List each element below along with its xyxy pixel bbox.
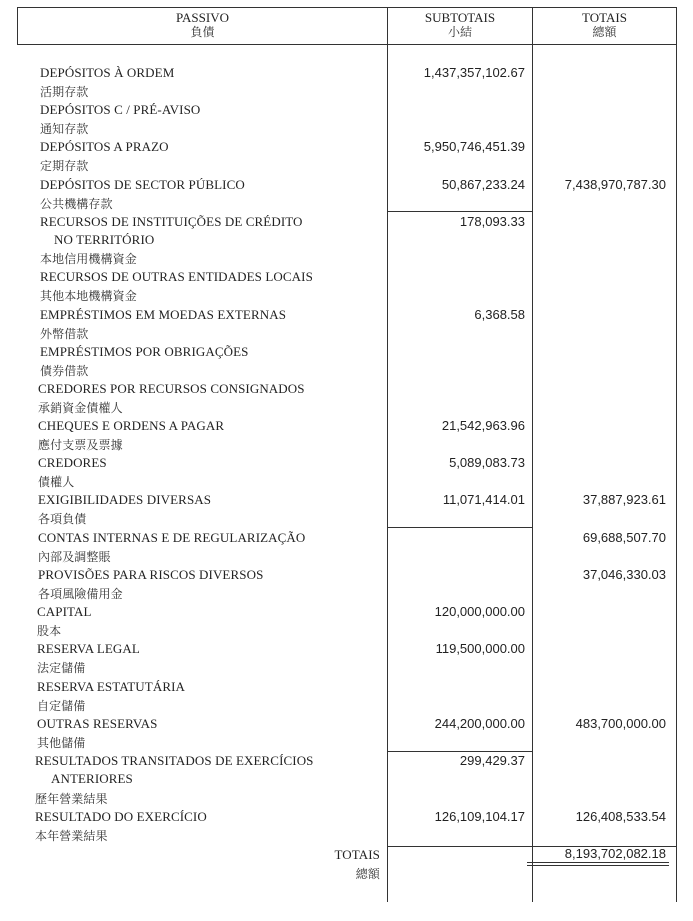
row-label-zh: 內部及調整賬 [38, 550, 111, 564]
row-label-zh: 本地信用機構資金 [40, 252, 137, 266]
row-label-zh: 通知存款 [40, 122, 89, 136]
group-separator-1 [387, 211, 532, 212]
row-label-zh: 各項風險備用金 [38, 587, 123, 601]
row-label: RESERVA ESTATUTÁRIA [37, 679, 186, 694]
header-subtotais [388, 10, 532, 40]
row-subtotal: 5,089,083.73 [449, 455, 525, 470]
row-label: RECURSOS DE INSTITUIÇÕES DE CRÉDITO [40, 214, 303, 229]
row-label: CAPITAL [37, 604, 92, 619]
row-label-zh: 本年營業結果 [35, 829, 108, 843]
group-separator-3 [387, 751, 532, 752]
row-label-zh: 活期存款 [40, 85, 89, 99]
row-subtotal: 244,200,000.00 [434, 716, 525, 731]
row-subtotal: 50,867,233.24 [441, 177, 525, 192]
row-label: EMPRÉSTIMOS POR OBRIGAÇÕES [40, 344, 249, 359]
row-total: 483,700,000.00 [575, 716, 666, 731]
row-subtotal: 119,500,000.00 [435, 641, 525, 656]
row-label-zh: 債券借款 [40, 364, 89, 378]
header-subtotais-zh: 小結 [447, 25, 472, 39]
header-totais [533, 10, 676, 40]
row-label: RESERVA LEGAL [37, 641, 140, 656]
row-label-zh: 自定儲備 [37, 699, 86, 713]
row-label: CREDORES [38, 455, 107, 470]
row-label-continued: ANTERIORES [51, 771, 133, 786]
row-label-continued: NO TERRITÓRIO [54, 232, 155, 247]
table-top-border [17, 7, 676, 8]
row-label: DEPÓSITOS C / PRÉ-AVISO [40, 102, 201, 117]
row-label: RESULTADOS TRANSITADOS DE EXERCÍCIOS [35, 753, 314, 768]
row-subtotal: 21,542,963.96 [441, 418, 525, 433]
row-label: RECURSOS DE OUTRAS ENTIDADES LOCAIS [40, 269, 313, 284]
row-label-zh: 定期存款 [40, 159, 89, 173]
row-label-zh: 外幣借款 [40, 327, 89, 341]
row-label: DEPÓSITOS DE SECTOR PÚBLICO [40, 177, 245, 192]
row-label: CREDORES POR RECURSOS CONSIGNADOS [38, 381, 305, 396]
row-total: 37,046,330.03 [582, 567, 666, 582]
row-label-zh: 應付支票及票據 [38, 438, 123, 452]
row-label-zh: 其他儲備 [37, 736, 86, 750]
row-label: EMPRÉSTIMOS EM MOEDAS EXTERNAS [40, 307, 287, 322]
row-total: 37,887,923.61 [582, 492, 666, 507]
header-subtotais-label: SUBTOTAIS [424, 10, 496, 25]
grand-total-underline-2 [527, 865, 669, 866]
row-label: PROVISÕES PARA RISCOS DIVERSOS [38, 567, 264, 582]
grand-total-underline-1 [527, 862, 669, 863]
subtotal-column-right-border [532, 7, 533, 902]
row-label: CHEQUES E ORDENS A PAGAR [38, 418, 225, 433]
row-label: RESULTADO DO EXERCÍCIO [35, 809, 207, 824]
header-passivo-zh: 負債 [190, 25, 215, 39]
footer-totais-zh: 總額 [355, 867, 380, 881]
row-total: 69,688,507.70 [582, 530, 666, 545]
row-label: CONTAS INTERNAS E DE REGULARIZAÇÃO [38, 530, 306, 545]
header-passivo [18, 10, 387, 40]
header-passivo-label: PASSIVO [176, 10, 229, 25]
row-subtotal: 178,093.33 [459, 214, 525, 229]
row-subtotal: 11,071,414.01 [442, 492, 525, 507]
subtotal-column-left-border [387, 7, 388, 902]
row-total: 7,438,970,787.30 [564, 177, 666, 192]
row-label-zh: 歷年營業結果 [35, 792, 108, 806]
row-label-zh: 債權人 [38, 475, 75, 489]
table-right-border [676, 7, 677, 902]
row-label-zh: 承銷資金債權人 [38, 401, 123, 415]
row-subtotal: 5,950,746,451.39 [423, 139, 525, 154]
header-totais-label: TOTAIS [582, 10, 627, 25]
group-separator-2 [387, 527, 532, 528]
row-label: OUTRAS RESERVAS [37, 716, 158, 731]
row-label-zh: 股本 [37, 624, 62, 638]
row-subtotal: 6,368.58 [474, 307, 525, 322]
row-total: 126,408,533.54 [575, 809, 666, 824]
row-label-zh: 公共機構存款 [40, 197, 113, 211]
row-label: DEPÓSITOS A PRAZO [40, 139, 169, 154]
row-label-zh: 其他本地機構資金 [40, 289, 137, 303]
header-totais-zh: 總額 [592, 25, 617, 39]
row-subtotal: 126,109,104.17 [434, 809, 525, 824]
row-subtotal: 1,437,357,102.67 [423, 65, 525, 80]
grand-total: 8,193,702,082.18 [564, 846, 666, 861]
row-subtotal: 299,429.37 [459, 753, 525, 768]
header-bottom-border [17, 44, 676, 45]
row-label: DEPÓSITOS À ORDEM [40, 65, 175, 80]
row-label-zh: 法定儲備 [37, 661, 86, 675]
footer-totais-label: TOTAIS [334, 847, 380, 862]
row-label-zh: 各項負債 [38, 512, 87, 526]
row-subtotal: 120,000,000.00 [434, 604, 525, 619]
row-label: EXIGIBILIDADES DIVERSAS [38, 492, 212, 507]
